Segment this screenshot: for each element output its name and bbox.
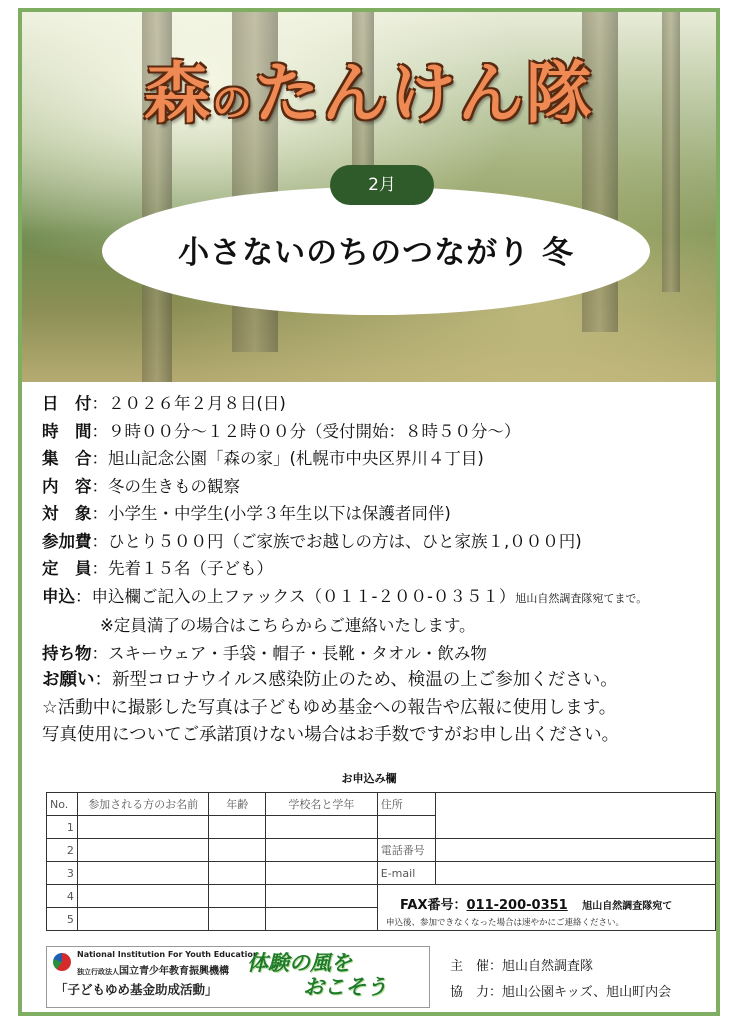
photo-note-2: 写真使用についてご承諾頂けない場合はお手数ですがお申し出ください。 xyxy=(42,725,620,745)
row-number: 5 xyxy=(47,908,78,931)
time-row: 時 間：９時００分～１２時００分（受付開始：８時５０分～） xyxy=(42,421,521,441)
funding-logo xyxy=(46,946,430,1008)
sponsors xyxy=(450,954,671,1006)
application-form-title: お申込み欄 xyxy=(341,772,397,785)
row-number: 1 xyxy=(47,816,78,839)
school-field[interactable] xyxy=(265,862,377,885)
name-field[interactable] xyxy=(77,862,209,885)
school-field[interactable] xyxy=(265,816,377,839)
name-field[interactable] xyxy=(77,839,209,862)
apply-note: ※定員満了の場合はこちらからご連絡いたします。 xyxy=(100,616,476,635)
content-row: 内 容：冬の生きもの観察 xyxy=(42,476,240,496)
school-field[interactable] xyxy=(265,908,377,931)
age-field[interactable] xyxy=(209,816,266,839)
col-school-header: 学校名と学年 xyxy=(265,793,377,816)
org-name-en: National Institution For Youth Education xyxy=(77,950,259,959)
funding-activity: 「子どもゆめ基金助成活動」 xyxy=(55,982,218,997)
org-name-jp: 国立青少年教育振興機構 xyxy=(119,966,229,977)
org-type: 独立行政法人 xyxy=(77,968,119,976)
capacity-row: 定 員：先着１５名（子ども） xyxy=(42,559,273,578)
event-subtitle: 小さないのちのつながり 冬 xyxy=(178,235,574,271)
apply-row: 申込：申込欄ご記入の上ファックス（０１１-２００-０３５１）旭山自然調査隊宛てまで。 xyxy=(42,586,648,606)
fax-note: 申込後、参加できなくなった場合は速やかにご連絡ください。 xyxy=(386,918,625,928)
fax-label: FAX番号： xyxy=(400,898,467,913)
email-field[interactable] xyxy=(436,862,716,885)
phone-label: 電話番号 xyxy=(377,839,436,862)
age-field[interactable] xyxy=(209,885,266,908)
row-number: 4 xyxy=(47,885,78,908)
flyer xyxy=(18,8,720,1016)
supporters: 協 力：旭山公園キッズ、旭山町内会 xyxy=(450,985,672,1000)
target-row: 対 象：小学生・中学生(小学３年生以下は保護者同伴) xyxy=(42,504,451,523)
phone-field[interactable] xyxy=(436,839,716,862)
forest-hero-image xyxy=(22,12,716,382)
meeting-place-row: 集 合：旭山記念公園「森の家」(札幌市中央区界川４丁目) xyxy=(42,449,484,468)
school-field[interactable] xyxy=(265,885,377,908)
month-badge: 2月 xyxy=(330,165,434,205)
fax-recipient: 旭山自然調査隊宛て xyxy=(582,901,673,912)
col-name-header: 参加される方のお名前 xyxy=(77,793,209,816)
name-field[interactable] xyxy=(77,816,209,839)
name-field[interactable] xyxy=(77,908,209,931)
niye-logo-icon xyxy=(53,953,71,971)
name-field[interactable] xyxy=(77,885,209,908)
photo-note-1: ☆活動中に撮影した写真は子どもゆめ基金への報告や広報に使用します。 xyxy=(42,697,617,718)
request-row: お願い：新型コロナウイルス感染防止のため、検温の上ご参加ください。 xyxy=(42,670,618,690)
fax-number: 011-200-0351 xyxy=(466,898,568,913)
email-label: E-mail xyxy=(377,862,436,885)
row-number: 3 xyxy=(47,862,78,885)
bring-row: 持ち物：スキーウェア・手袋・帽子・長靴・タオル・飲み物 xyxy=(42,643,487,663)
col-age-header: 年齢 xyxy=(209,793,266,816)
event-details xyxy=(42,390,712,750)
host: 主 催：旭山自然調査隊 xyxy=(450,959,594,974)
fax-info xyxy=(376,888,716,934)
school-field[interactable] xyxy=(265,839,377,862)
row-number: 2 xyxy=(47,839,78,862)
age-field[interactable] xyxy=(209,862,266,885)
slogan-logo: 体験の風を おこそう xyxy=(247,951,387,999)
date-row: 日 付：２０２６年２月８日(日) xyxy=(42,394,286,413)
address-label: 住所 xyxy=(377,793,436,816)
address-field[interactable] xyxy=(436,793,716,839)
subtitle-ellipse xyxy=(102,187,650,315)
fee-row: 参加費：ひとり５００円（ご家族でお越しの方は、ひと家族１,０００円) xyxy=(42,531,582,551)
col-no-header: No. xyxy=(47,793,78,816)
age-field[interactable] xyxy=(209,839,266,862)
age-field[interactable] xyxy=(209,908,266,931)
flyer-title: 森のたんけん隊 xyxy=(144,55,594,132)
